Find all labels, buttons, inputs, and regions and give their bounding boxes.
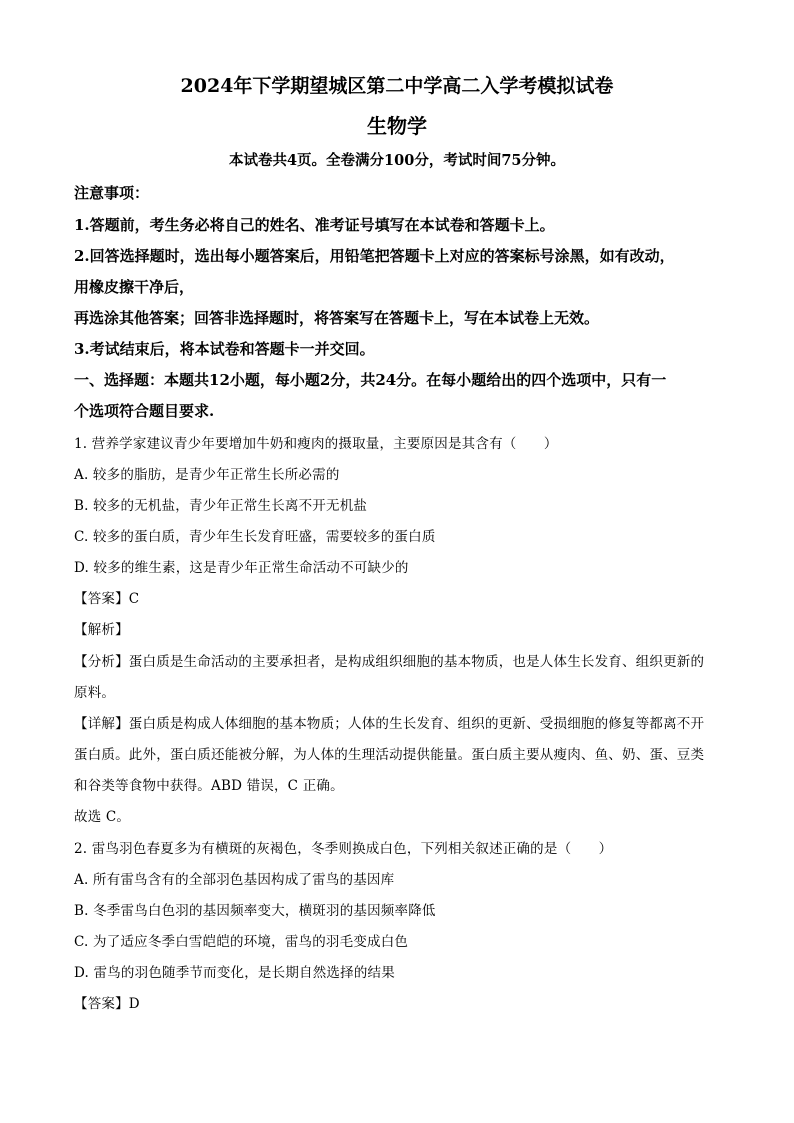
exam-title: 2024年下学期望城区第二中学高二入学考模拟试卷: [180, 75, 614, 97]
question-1-conclusion: 故选 C。: [74, 809, 131, 825]
question-1-detail-line-1: 【详解】蛋白质是构成人体细胞的基本物质；人体的生长发育、组织的更新、受损细胞的修复等都离不开: [74, 716, 705, 732]
notice-item-1: 1.答题前，考生务必将自己的姓名、准考证号填写在本试卷和答题卡上。: [74, 216, 555, 234]
question-2-option-c: C. 为了适应冬季白雪皑皑的环境，雷鸟的羽毛变成白色: [74, 934, 409, 950]
exam-info: 本试卷共4页。全卷满分100分，考试时间75分钟。: [228, 152, 566, 169]
question-1-answer: 【答案】C: [74, 591, 140, 607]
question-1-detail-line-3: 和谷类等食物中获得。ABD 错误，C 正确。: [74, 778, 344, 794]
section-1-heading-cont: 个选项符合题目要求.: [74, 402, 215, 420]
question-1-option-a: A. 较多的脂肪，是青少年正常生长所必需的: [74, 467, 340, 483]
notice-item-2-line-2: 用橡皮擦干净后，: [74, 278, 195, 296]
question-1-detail-line-2: 蛋白质。此外，蛋白质还能被分解，为人体的生理活动提供能量。蛋白质主要从瘦肉、鱼、奶、蛋、豆类: [74, 747, 705, 763]
question-1-option-c: C. 较多的蛋白质，青少年生长发育旺盛，需要较多的蛋白质: [74, 529, 436, 545]
question-2-stem: 2. 雷鸟羽色春夏多为有横斑的灰褐色，冬季则换成白色，下列相关叙述正确的是（ ）: [74, 841, 613, 857]
notice-item-2-line-3: 再选涂其他答案；回答非选择题时，将答案写在答题卡上，写在本试卷上无效。: [74, 309, 600, 327]
notice-item-2-line-1: 2.回答选择题时，选出每小题答案后，用铅笔把答题卡上对应的答案标号涂黑，如有改动，: [74, 247, 675, 265]
notice-heading: 注意事项：: [74, 184, 150, 202]
question-1-option-d: D. 较多的维生素，这是青少年正常生命活动不可缺少的: [74, 560, 409, 576]
notice-item-3: 3.考试结束后，将本试卷和答题卡一并交回。: [74, 340, 375, 358]
question-1-analysis-line-1: 【分析】蛋白质是生命活动的主要承担者，是构成组织细胞的基本物质，也是人体生长发育、组织更新的: [74, 654, 705, 670]
question-2-option-d: D. 雷鸟的羽色随季节而变化，是长期自然选择的结果: [74, 965, 395, 981]
question-1-analysis-label: 【解析】: [74, 622, 129, 638]
question-1-option-b: B. 较多的无机盐，青少年正常生长离不开无机盐: [74, 498, 368, 514]
question-2-answer: 【答案】D: [74, 996, 140, 1012]
question-2-option-b: B. 冬季雷鸟白色羽的基因频率变大，横斑羽的基因频率降低: [74, 903, 436, 919]
subject-title: 生物学: [367, 114, 427, 138]
question-1-stem: 1. 营养学家建议青少年要增加牛奶和瘦肉的摄取量，主要原因是其含有（ ）: [74, 436, 558, 452]
question-1-analysis-line-2: 原料。: [74, 685, 116, 701]
question-2-option-a: A. 所有雷鸟含有的全部羽色基因构成了雷鸟的基因库: [74, 872, 395, 888]
section-1-heading: 一、选择题：本题共12小题，每小题2分，共24分。在每小题给出的四个选项中，只有一: [74, 371, 667, 389]
